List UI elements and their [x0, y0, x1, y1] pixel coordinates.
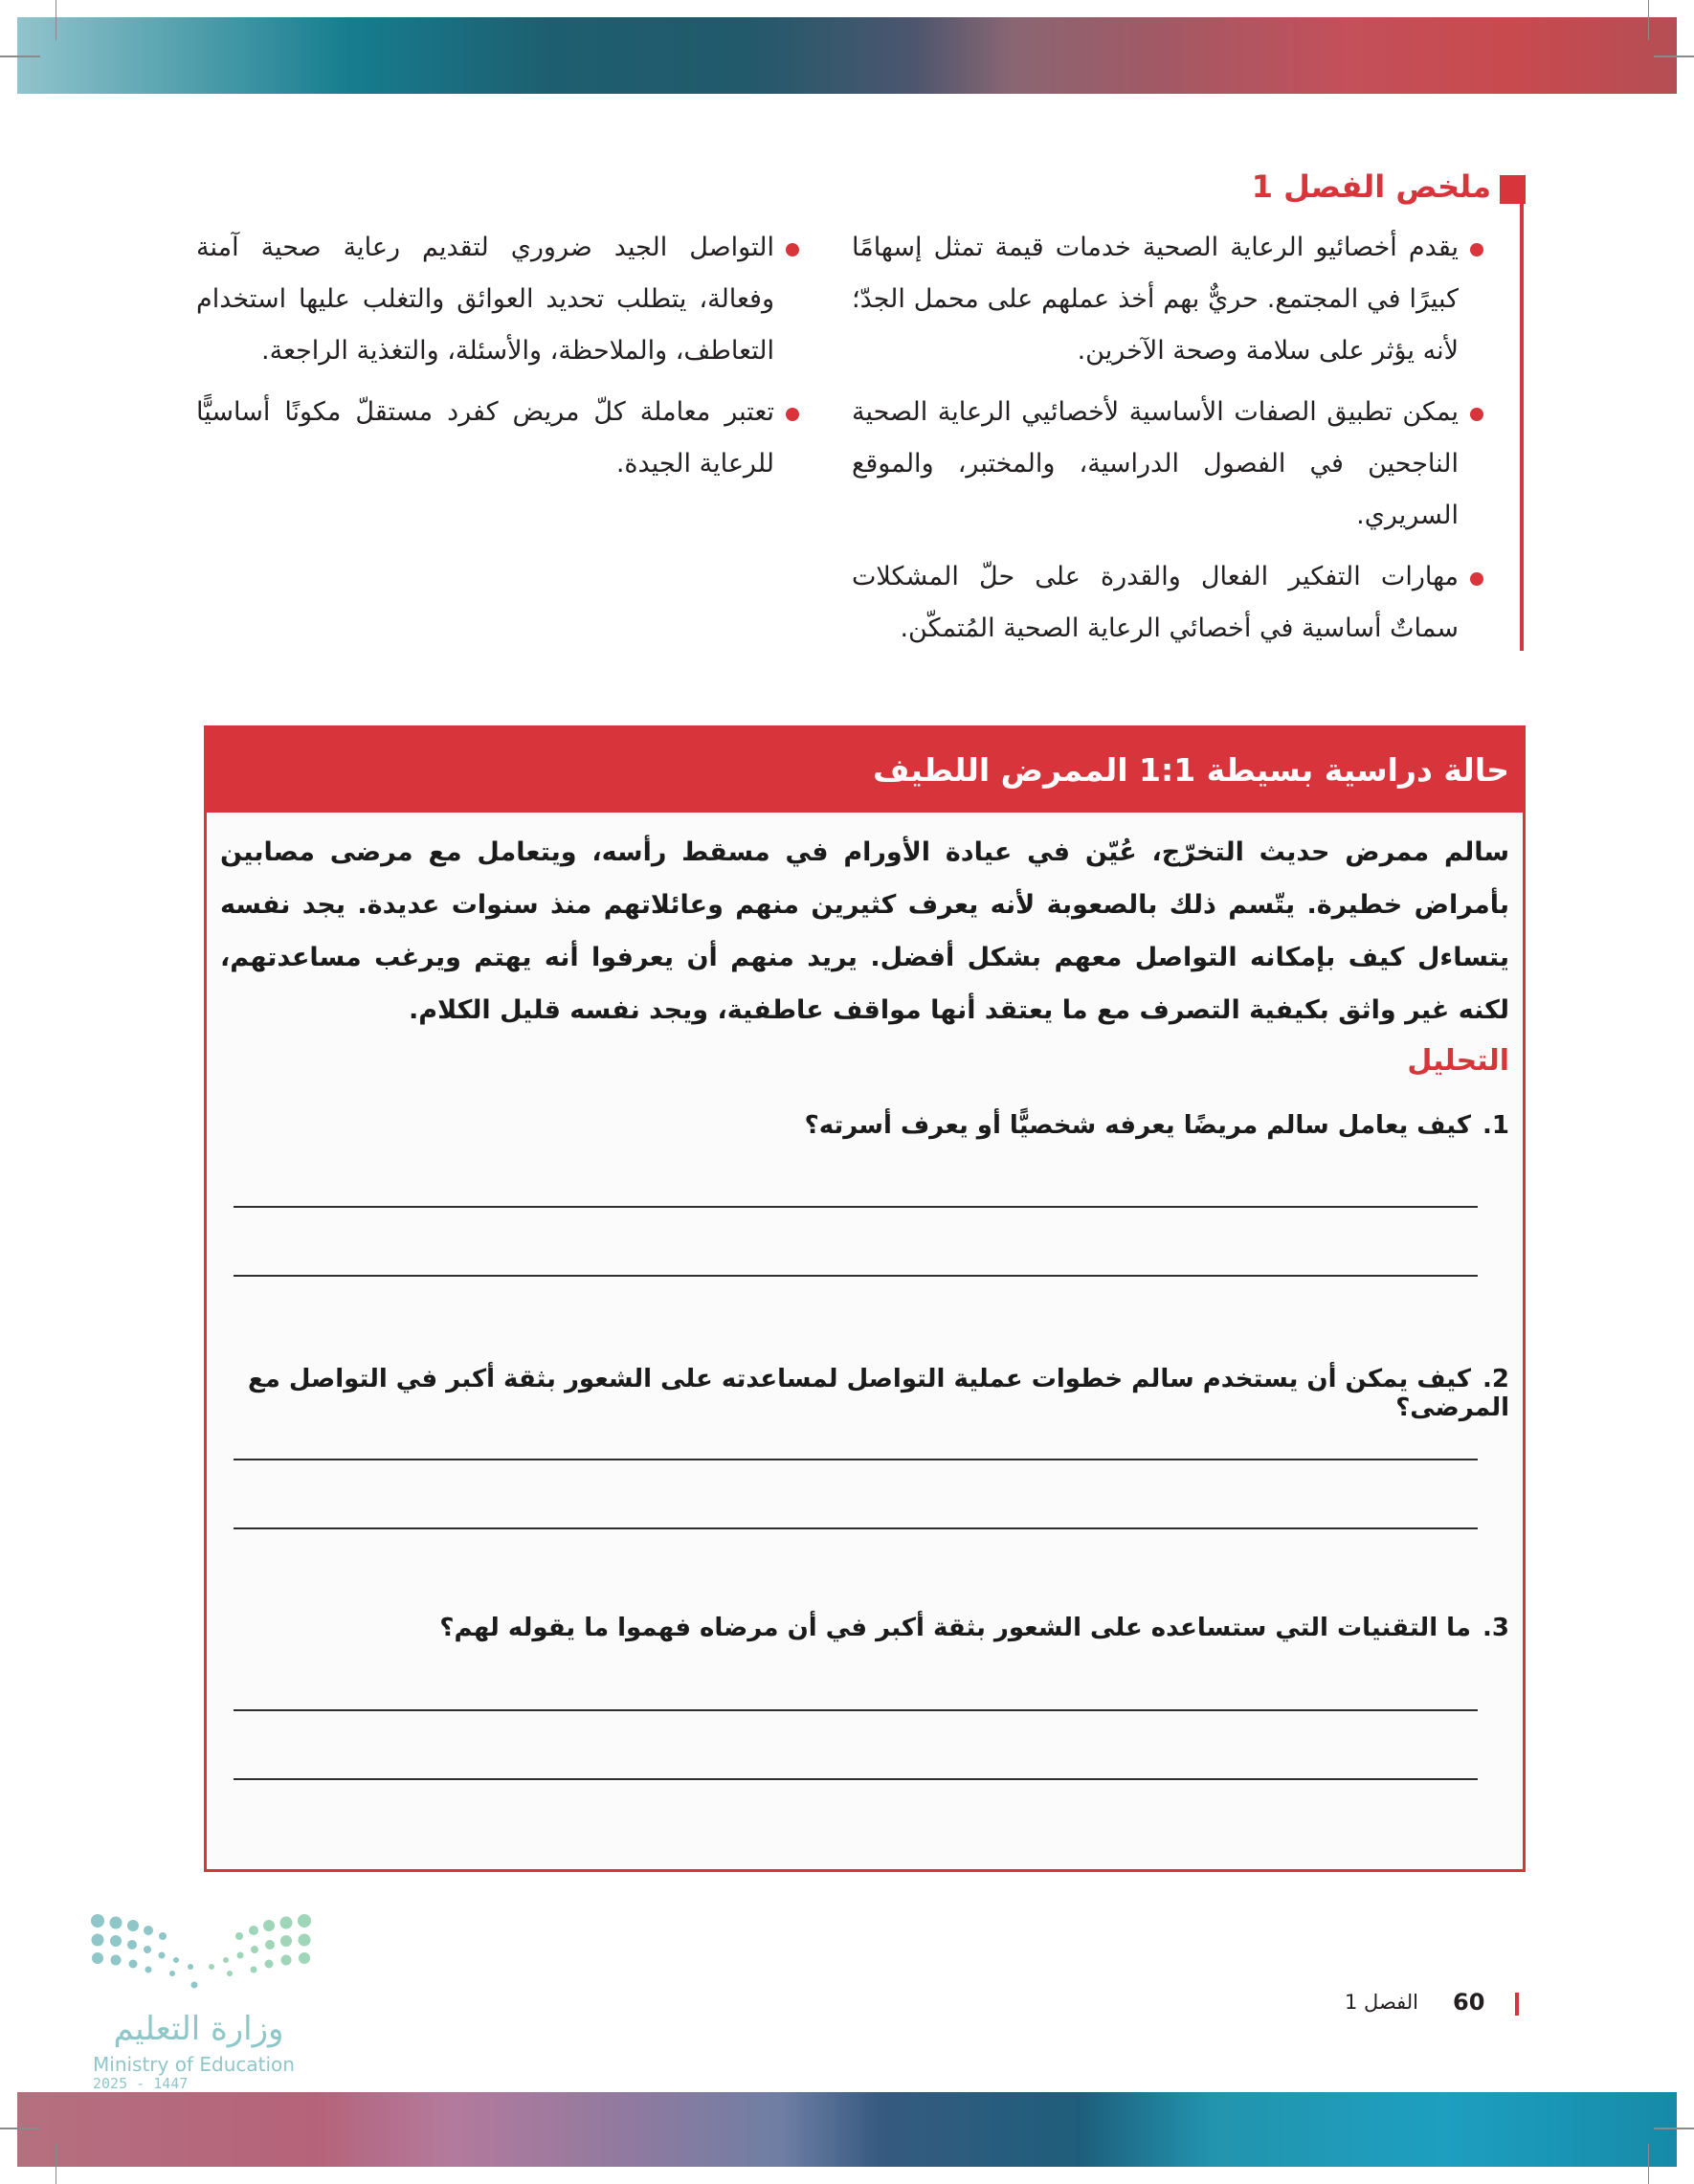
bullet-text: تعتبر معاملة كلّ مريض كفرد مستقلّ مكونًا أساسيًّا للرعاية الجيدة. [196, 397, 774, 479]
question-text: ما التقنيات التي ستساعده على الشعور بثقة أكبر في أن مرضاه فهموا ما يقوله لهم؟ [439, 1614, 1472, 1642]
question-text: كيف يعامل سالم مريضًا يعرفه شخصيًّا أو يعرف أسرته؟ [804, 1111, 1472, 1140]
bullet-dot-icon [1470, 408, 1483, 421]
question-number: 1. [1482, 1111, 1509, 1140]
summary-column-left [196, 222, 799, 500]
bullet-text: يقدم أخصائيو الرعاية الصحية خدمات قيمة تمثل إسهامًا كبيرًا في المجتمع. حريٌّ بهم أخذ عملهم على محمل الجدّ؛ لأنه يؤثر على سلامة وصحة الآخرين. [852, 233, 1459, 366]
summary-bullet [196, 387, 799, 490]
bullet-dot-icon [786, 243, 799, 256]
ministry-logo [91, 1914, 321, 2096]
summary-bullet [196, 222, 799, 377]
answer-line[interactable] [234, 1206, 1478, 1208]
summary-bullet [852, 387, 1483, 542]
answer-line[interactable] [234, 1527, 1478, 1529]
question-1 [805, 1111, 1509, 1140]
bullet-dot-icon [786, 408, 799, 421]
crop-mark [1654, 2128, 1694, 2129]
bullet-text: التواصل الجيد ضروري لتقديم رعاية صحية آمنة وفعالة، يتطلب تحديد العوائق والتغلب عليها استخدام التعاطف، والملاحظة، والأسئلة، والتغذية الراجعة. [196, 233, 774, 366]
crop-mark [1648, 0, 1649, 40]
analysis-heading: التحليل [1407, 1044, 1509, 1078]
answer-line[interactable] [234, 1459, 1478, 1460]
section-rule [1520, 191, 1524, 651]
bottom-banner [17, 2092, 1677, 2167]
crop-mark [1648, 2144, 1649, 2184]
summary-title: ملخص الفصل 1 [1251, 168, 1491, 205]
footer-divider [1515, 1993, 1519, 2016]
answer-line[interactable] [234, 1275, 1478, 1277]
logo-english-text: Ministry of Education [93, 2053, 295, 2076]
answer-line[interactable] [234, 1709, 1478, 1711]
question-number: 2. [1482, 1365, 1509, 1393]
case-study-box [204, 725, 1526, 1872]
summary-bullet [852, 551, 1483, 655]
logo-arabic-text: وزارة التعليم [113, 2010, 284, 2048]
logo-year: 2025 - 1447 [93, 2075, 189, 2092]
question-number: 3. [1482, 1614, 1509, 1642]
bullet-dot-icon [1470, 572, 1483, 586]
page-number: 60 [1453, 1989, 1485, 2016]
case-study-title: حالة دراسية بسيطة 1:1 الممرض اللطيف [873, 751, 1509, 789]
crop-mark [1654, 56, 1694, 57]
case-study-body: سالم ممرض حديث التخرّج، عُيّن في عيادة الأورام في مسقط رأسه، ويتعامل مع مرضى مصابين بأمراض خطيرة. يتّسم ذلك بالصعوبة لأنه يعرف كثيرين منهم وعائلاتهم منذ سنوات عديدة. يجد نفسه يتساءل كيف بإمكانه التواصل معهم بشكل أفضل. يريد منهم أن يعرفوا أنه يهتم ويرغب مساعدتهم، لكنه غير واثق بكيفية التصرف مع ما يعتقد أنها مواقف عاطفية، ويجد نفسه قليل الكلام. [220, 837, 1509, 1025]
crop-mark [0, 2128, 40, 2129]
summary-column-right [852, 222, 1483, 664]
question-text: كيف يمكن أن يستخدم سالم خطوات عملية التواصل لمساعدته على الشعور بثقة أكبر في التواصل مع المرضى؟ [248, 1365, 1509, 1422]
answer-line[interactable] [234, 1778, 1478, 1780]
ministry-dots-logo-icon [91, 1914, 311, 2000]
summary-bullet [852, 222, 1483, 377]
question-3 [439, 1614, 1509, 1642]
chapter-label: الفصل 1 [1345, 1991, 1419, 2014]
top-banner [17, 17, 1677, 94]
crop-mark [0, 56, 40, 57]
bullet-text: يمكن تطبيق الصفات الأساسية لأخصائيي الرعاية الصحية الناجحين في الفصول الدراسية، والمختبر، والموقع السريري. [852, 397, 1459, 530]
bullet-text: مهارات التفكير الفعال والقدرة على حلّ المشكلات سماتٌ أساسية في أخصائي الرعاية الصحية المُتمكّن. [852, 562, 1459, 643]
bullet-dot-icon [1470, 243, 1483, 256]
case-study-header [207, 728, 1523, 813]
question-2 [207, 1365, 1509, 1422]
